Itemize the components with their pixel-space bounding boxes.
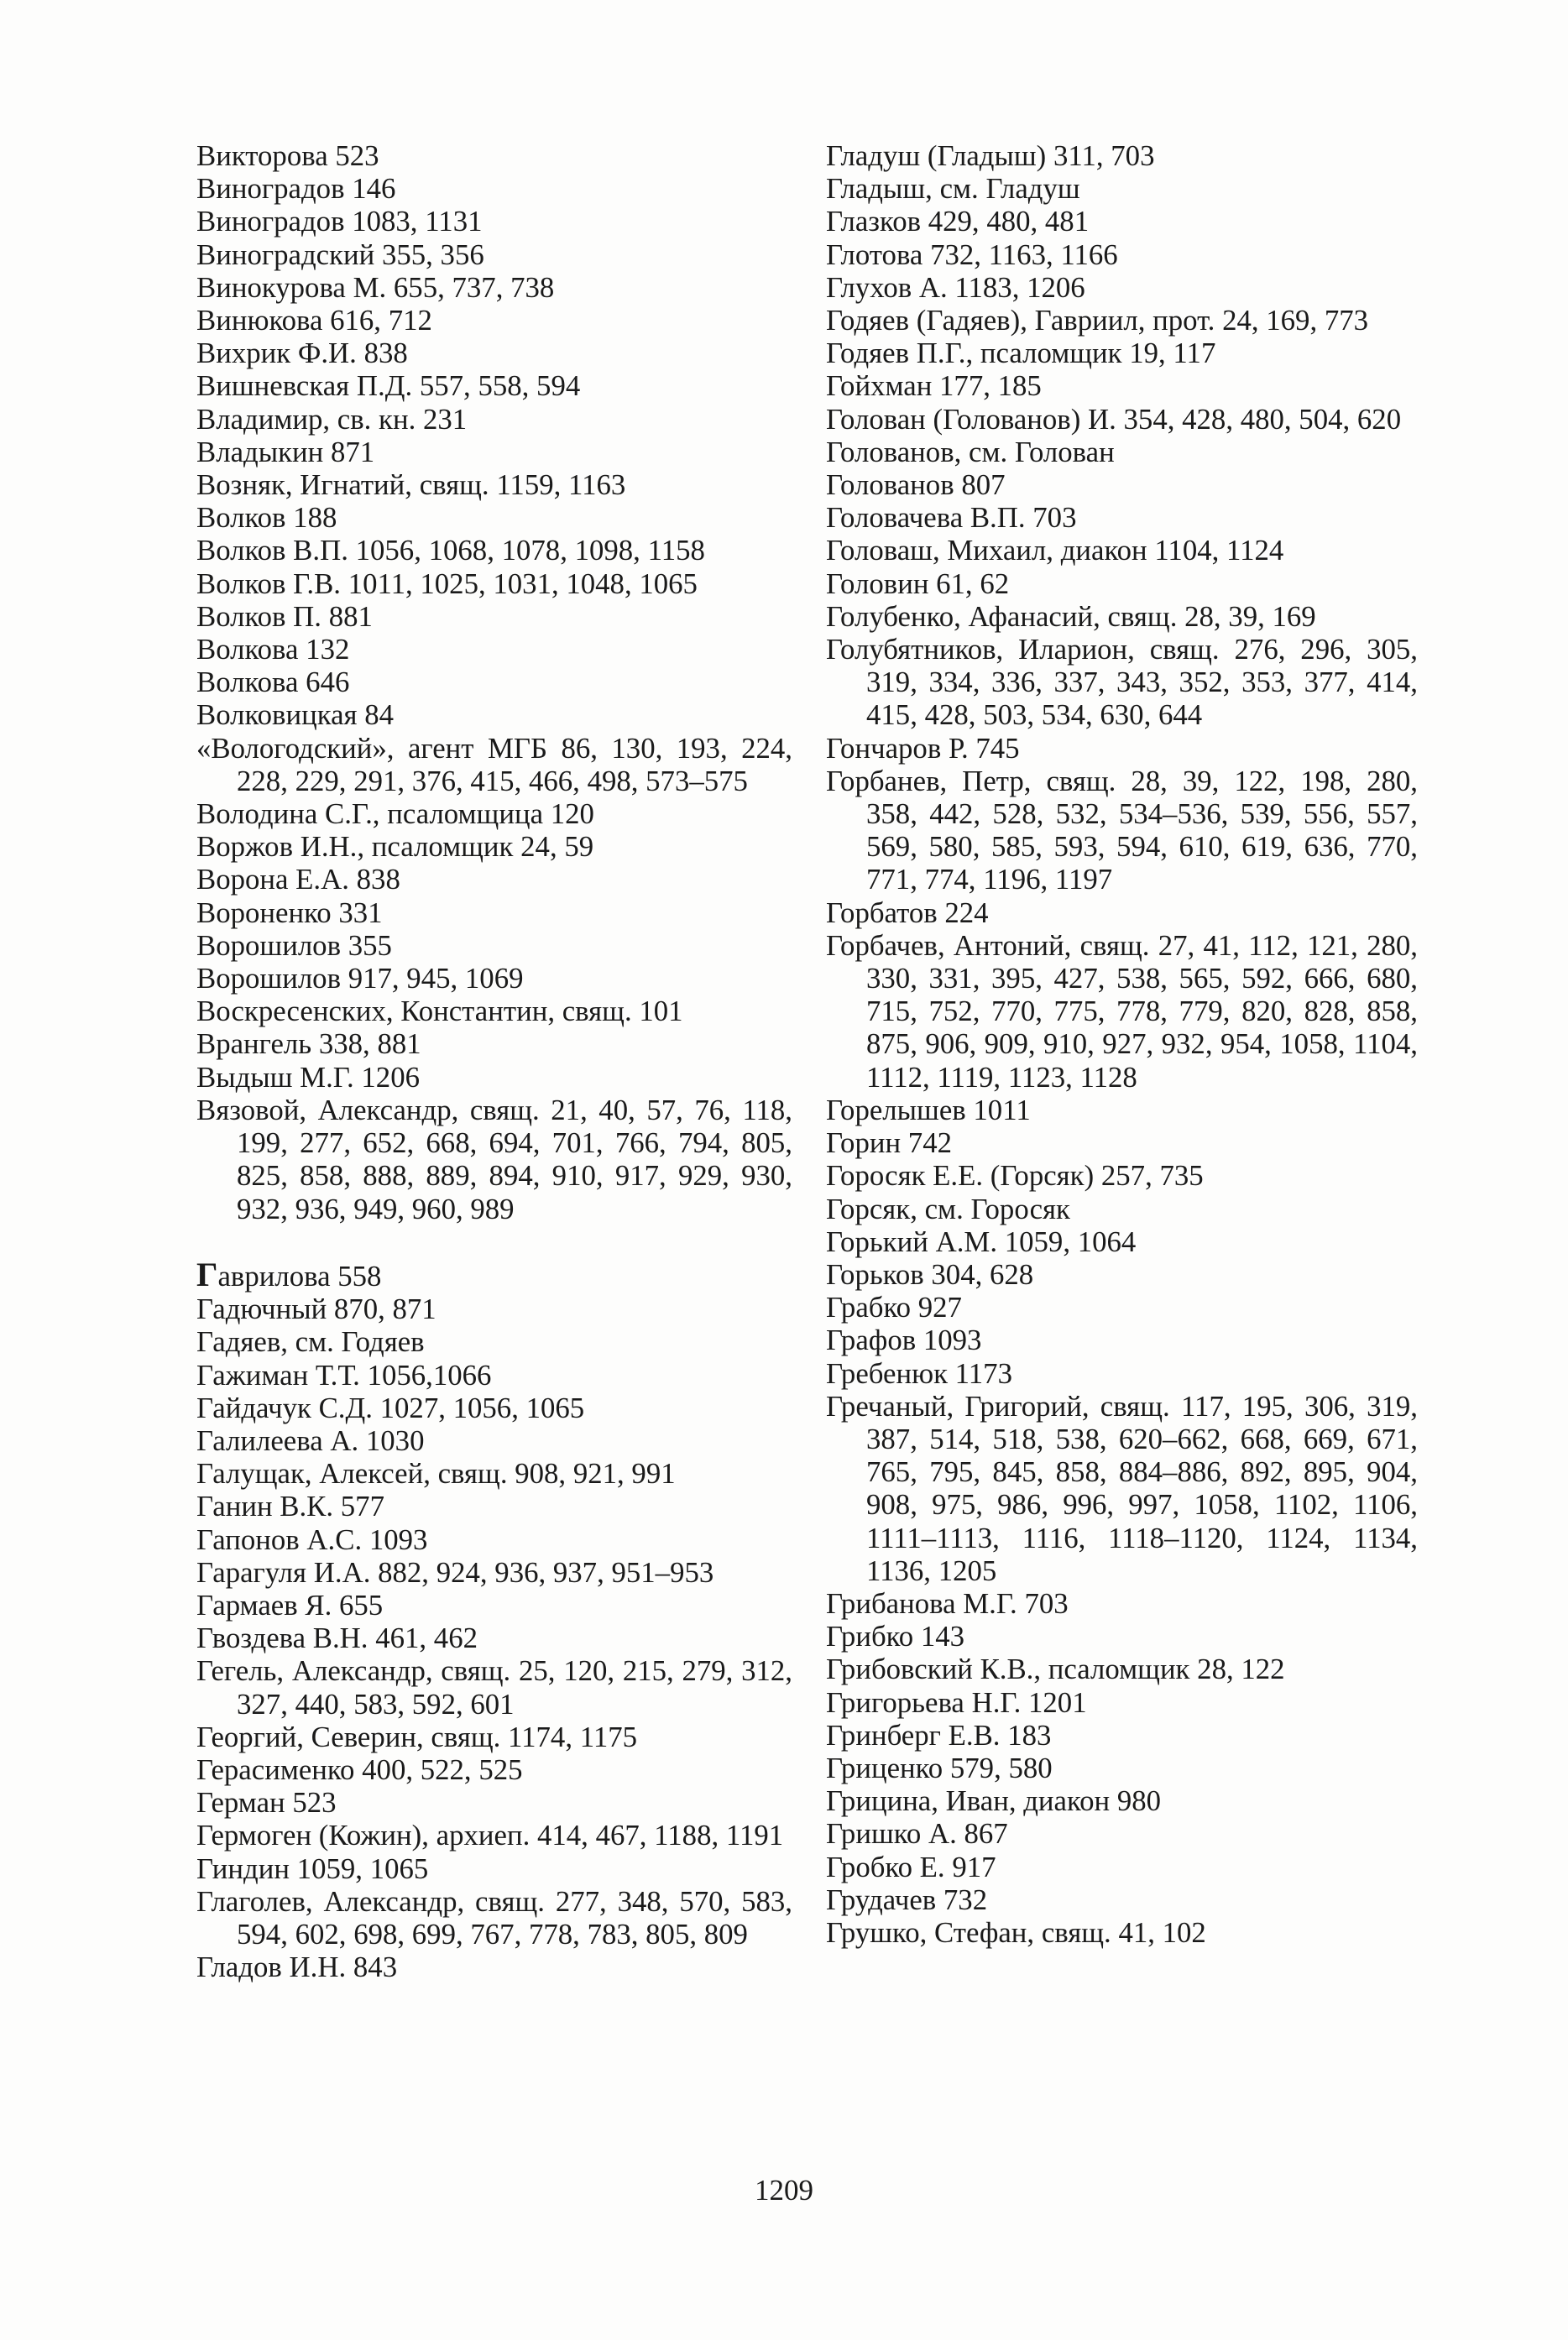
index-entry: Гиндин 1059, 1065 [196,1852,429,1885]
index-entry: Головин 61, 62 [826,567,1010,600]
index-entry: Горбачев, Антоний, свящ. 27, 41, 112, 121, 280, 330, 331, 395, 427, 538, 565, 592, 666, 680, 715, 752, 770, 775, 778, 779, 820, 828, 858, 875, 906, 909, 910, 927, 932, 954, 1058, 1104, 1112, 1119, 1123, 1128 [826,928,1418,1094]
index-entry: Гапонов А.С. 1093 [196,1523,428,1556]
index-entry-rest: аврилова 558 [217,1259,382,1293]
index-entry: Гойхман 177, 185 [826,369,1042,403]
index-entry: «Вологодский», агент МГБ 86, 130, 193, 224, 228, 229, 291, 376, 415, 466, 498, 573–575 [196,731,792,797]
index-entry: Графов 1093 [826,1324,982,1357]
index-entry: Гребенюк 1173 [826,1356,1012,1390]
index-entry: Волков В.П. 1056, 1068, 1078, 1098, 1158 [196,534,705,567]
index-entry: Волковицкая 84 [196,698,395,732]
index-entry: Ворона Е.А. 838 [196,863,400,896]
index-entry: Годяев (Гадяев), Гавриил, прот. 24, 169, 773 [826,304,1369,337]
index-entry: Герман 523 [196,1786,337,1820]
index-entry: Виноградов 1083, 1131 [196,205,483,238]
index-entry: Голован (Голованов) И. 354, 428, 480, 504, 620 [826,402,1402,436]
index-entry: Горелышев 1011 [826,1093,1031,1126]
index-entry: Гриценко 579, 580 [826,1751,1053,1784]
index-entry: Воскресенских, Константин, свящ. 101 [196,995,683,1028]
index-column-right [826,139,1418,1949]
index-entry: Головачева В.П. 703 [826,501,1077,535]
index-entry: Гажиман Т.Т. 1056,1066 [196,1358,492,1392]
index-entry: Гладов И.Н. 843 [196,1951,398,1984]
index-entry: Гарагуля И.А. 882, 924, 936, 937, 951–953 [196,1555,714,1589]
index-entry: Гречаный, Григорий, свящ. 117, 195, 306, 319, 387, 514, 518, 538, 620–662, 668, 669, 671, 765, 795, 845, 858, 884–886, 892, 895, 904, 908, 975, 986, 996, 997, 1058, 1102, 1106, 1111–1113, 1116, 1118–1120, 1124, 1134, 1136, 1205 [826,1389,1418,1587]
index-entry: Голубятников, Иларион, свящ. 276, 296, 305, 319, 334, 336, 337, 343, 352, 353, 377, 414, 415, 428, 503, 534, 630, 644 [826,633,1418,732]
index-entry: Гринберг Е.В. 183 [826,1718,1052,1752]
index-column-left [196,139,792,1983]
index-entry: Голованов 807 [826,468,1006,502]
index-entry: Возняк, Игнатий, свящ. 1159, 1163 [196,468,626,502]
index-entry: Выдыш М.Г. 1206 [196,1060,420,1094]
index-entry: Грабко 927 [826,1291,962,1324]
index-entry: Винюкова 616, 712 [196,304,432,337]
index-entry: Вихрик Ф.И. 838 [196,337,408,370]
index-entry: Голубенко, Афанасий, свящ. 28, 39, 169 [826,599,1316,633]
index-entry: Волкова 646 [196,666,350,699]
index-entry: Горбатов 224 [826,896,989,929]
index-entry [196,1255,792,1293]
index-entry: Гадяев, см. Годяев [196,1325,425,1359]
index-entry: Грицина, Иван, диакон 980 [826,1784,1162,1818]
index-entry: Волков П. 881 [196,599,373,633]
index-entry: Вязовой, Александр, свящ. 21, 40, 57, 76, 118, 199, 277, 652, 668, 694, 701, 766, 794, 805, 825, 858, 888, 889, 894, 910, 917, 929, 930, 932, 936, 949, 960, 989 [196,1093,792,1225]
index-entry: Горосяк Е.Е. (Горсяк) 257, 735 [826,1159,1204,1193]
index-entry: Галилеева А. 1030 [196,1423,425,1457]
index-entry: Володина С.Г., псаломщица 120 [196,797,594,831]
index-entry: Горин 742 [826,1126,952,1160]
index-entry: Гришко А. 867 [826,1817,1008,1851]
index-entry: Волков 188 [196,501,337,535]
index-entry: Гончаров Р. 745 [826,731,1020,765]
index-entry: Гайдачук С.Д. 1027, 1056, 1065 [196,1391,585,1424]
index-entry: Грушко, Стефан, свящ. 41, 102 [826,1915,1206,1949]
index-entry: Глухов А. 1183, 1206 [826,270,1085,304]
index-entry: Горбанев, Петр, свящ. 28, 39, 122, 198, 280, 358, 442, 528, 532, 534–536, 539, 556, 557, 569, 580, 585, 593, 594, 610, 619, 636, 770, 771, 774, 1196, 1197 [826,764,1418,896]
index-entry: Грибовский К.В., псаломщик 28, 122 [826,1653,1285,1686]
index-entry: Ворошилов 355 [196,928,392,962]
index-entry: Ганин В.К. 577 [196,1490,384,1523]
index-entry: Гадючный 870, 871 [196,1293,436,1326]
index-entry: Глаголев, Александр, свящ. 277, 348, 570, 583, 594, 602, 698, 699, 767, 778, 783, 805, 809 [196,1884,792,1951]
index-entry: Горький А.М. 1059, 1064 [826,1225,1137,1258]
index-entry: Волков Г.В. 1011, 1025, 1031, 1048, 1065 [196,567,698,600]
index-entry: Годяев П.Г., псаломщик 19, 117 [826,337,1216,370]
index-entry: Грибанова М.Г. 703 [826,1586,1069,1620]
index-entry: Гермоген (Кожин), архиеп. 414, 467, 1188, 1191 [196,1819,784,1852]
index-entry: Волкова 132 [196,633,350,666]
index-entry: Владыкин 871 [196,435,375,468]
index-entry: Горьков 304, 628 [826,1257,1034,1291]
index-entry: Грибко 143 [826,1620,965,1653]
index-entry: Воржов И.Н., псаломщик 24, 59 [196,830,594,864]
index-entry: Георгий, Северин, свящ. 1174, 1175 [196,1720,638,1753]
index-entry: Грудачев 732 [826,1883,988,1916]
index-entry: Гармаев Я. 655 [196,1588,384,1622]
index-entry: Галущак, Алексей, свящ. 908, 921, 991 [196,1457,676,1491]
index-entry: Гробко Е. 917 [826,1850,996,1883]
index-entry: Голованов, см. Голован [826,435,1115,468]
index-entry: Горсяк, см. Горосяк [826,1192,1070,1225]
index-entry: Гвоздева В.Н. 461, 462 [196,1622,478,1655]
index-entry: Виноградов 146 [196,172,396,206]
index-entry: Винокурова М. 655, 737, 738 [196,270,555,304]
index-entry: Гладуш (Гладыш) 311, 703 [826,139,1155,172]
index-entry: Глазков 429, 480, 481 [826,205,1090,238]
index-entry: Викторова 523 [196,139,379,172]
index-entry: Врангель 338, 881 [196,1027,421,1061]
index-entry: Вороненко 331 [196,896,383,929]
index-entry: Герасименко 400, 522, 525 [196,1752,523,1786]
index-entry: Григорьева Н.Г. 1201 [826,1685,1087,1719]
section-gap [196,1225,792,1258]
index-entry: Виноградский 355, 356 [196,238,484,271]
page-number: 1209 [755,2174,813,2207]
index-entry: Глотова 732, 1163, 1166 [826,238,1118,271]
index-entry: Гегель, Александр, свящ. 25, 120, 215, 279, 312, 327, 440, 583, 592, 601 [196,1654,792,1721]
index-entry: Гладыш, см. Гладуш [826,172,1080,206]
section-initial-letter: Г [196,1255,218,1293]
index-entry: Головаш, Михаил, диакон 1104, 1124 [826,534,1284,567]
index-entry: Владимир, св. кн. 231 [196,402,468,436]
index-entry: Вишневская П.Д. 557, 558, 594 [196,369,581,403]
index-entry: Ворошилов 917, 945, 1069 [196,962,524,995]
